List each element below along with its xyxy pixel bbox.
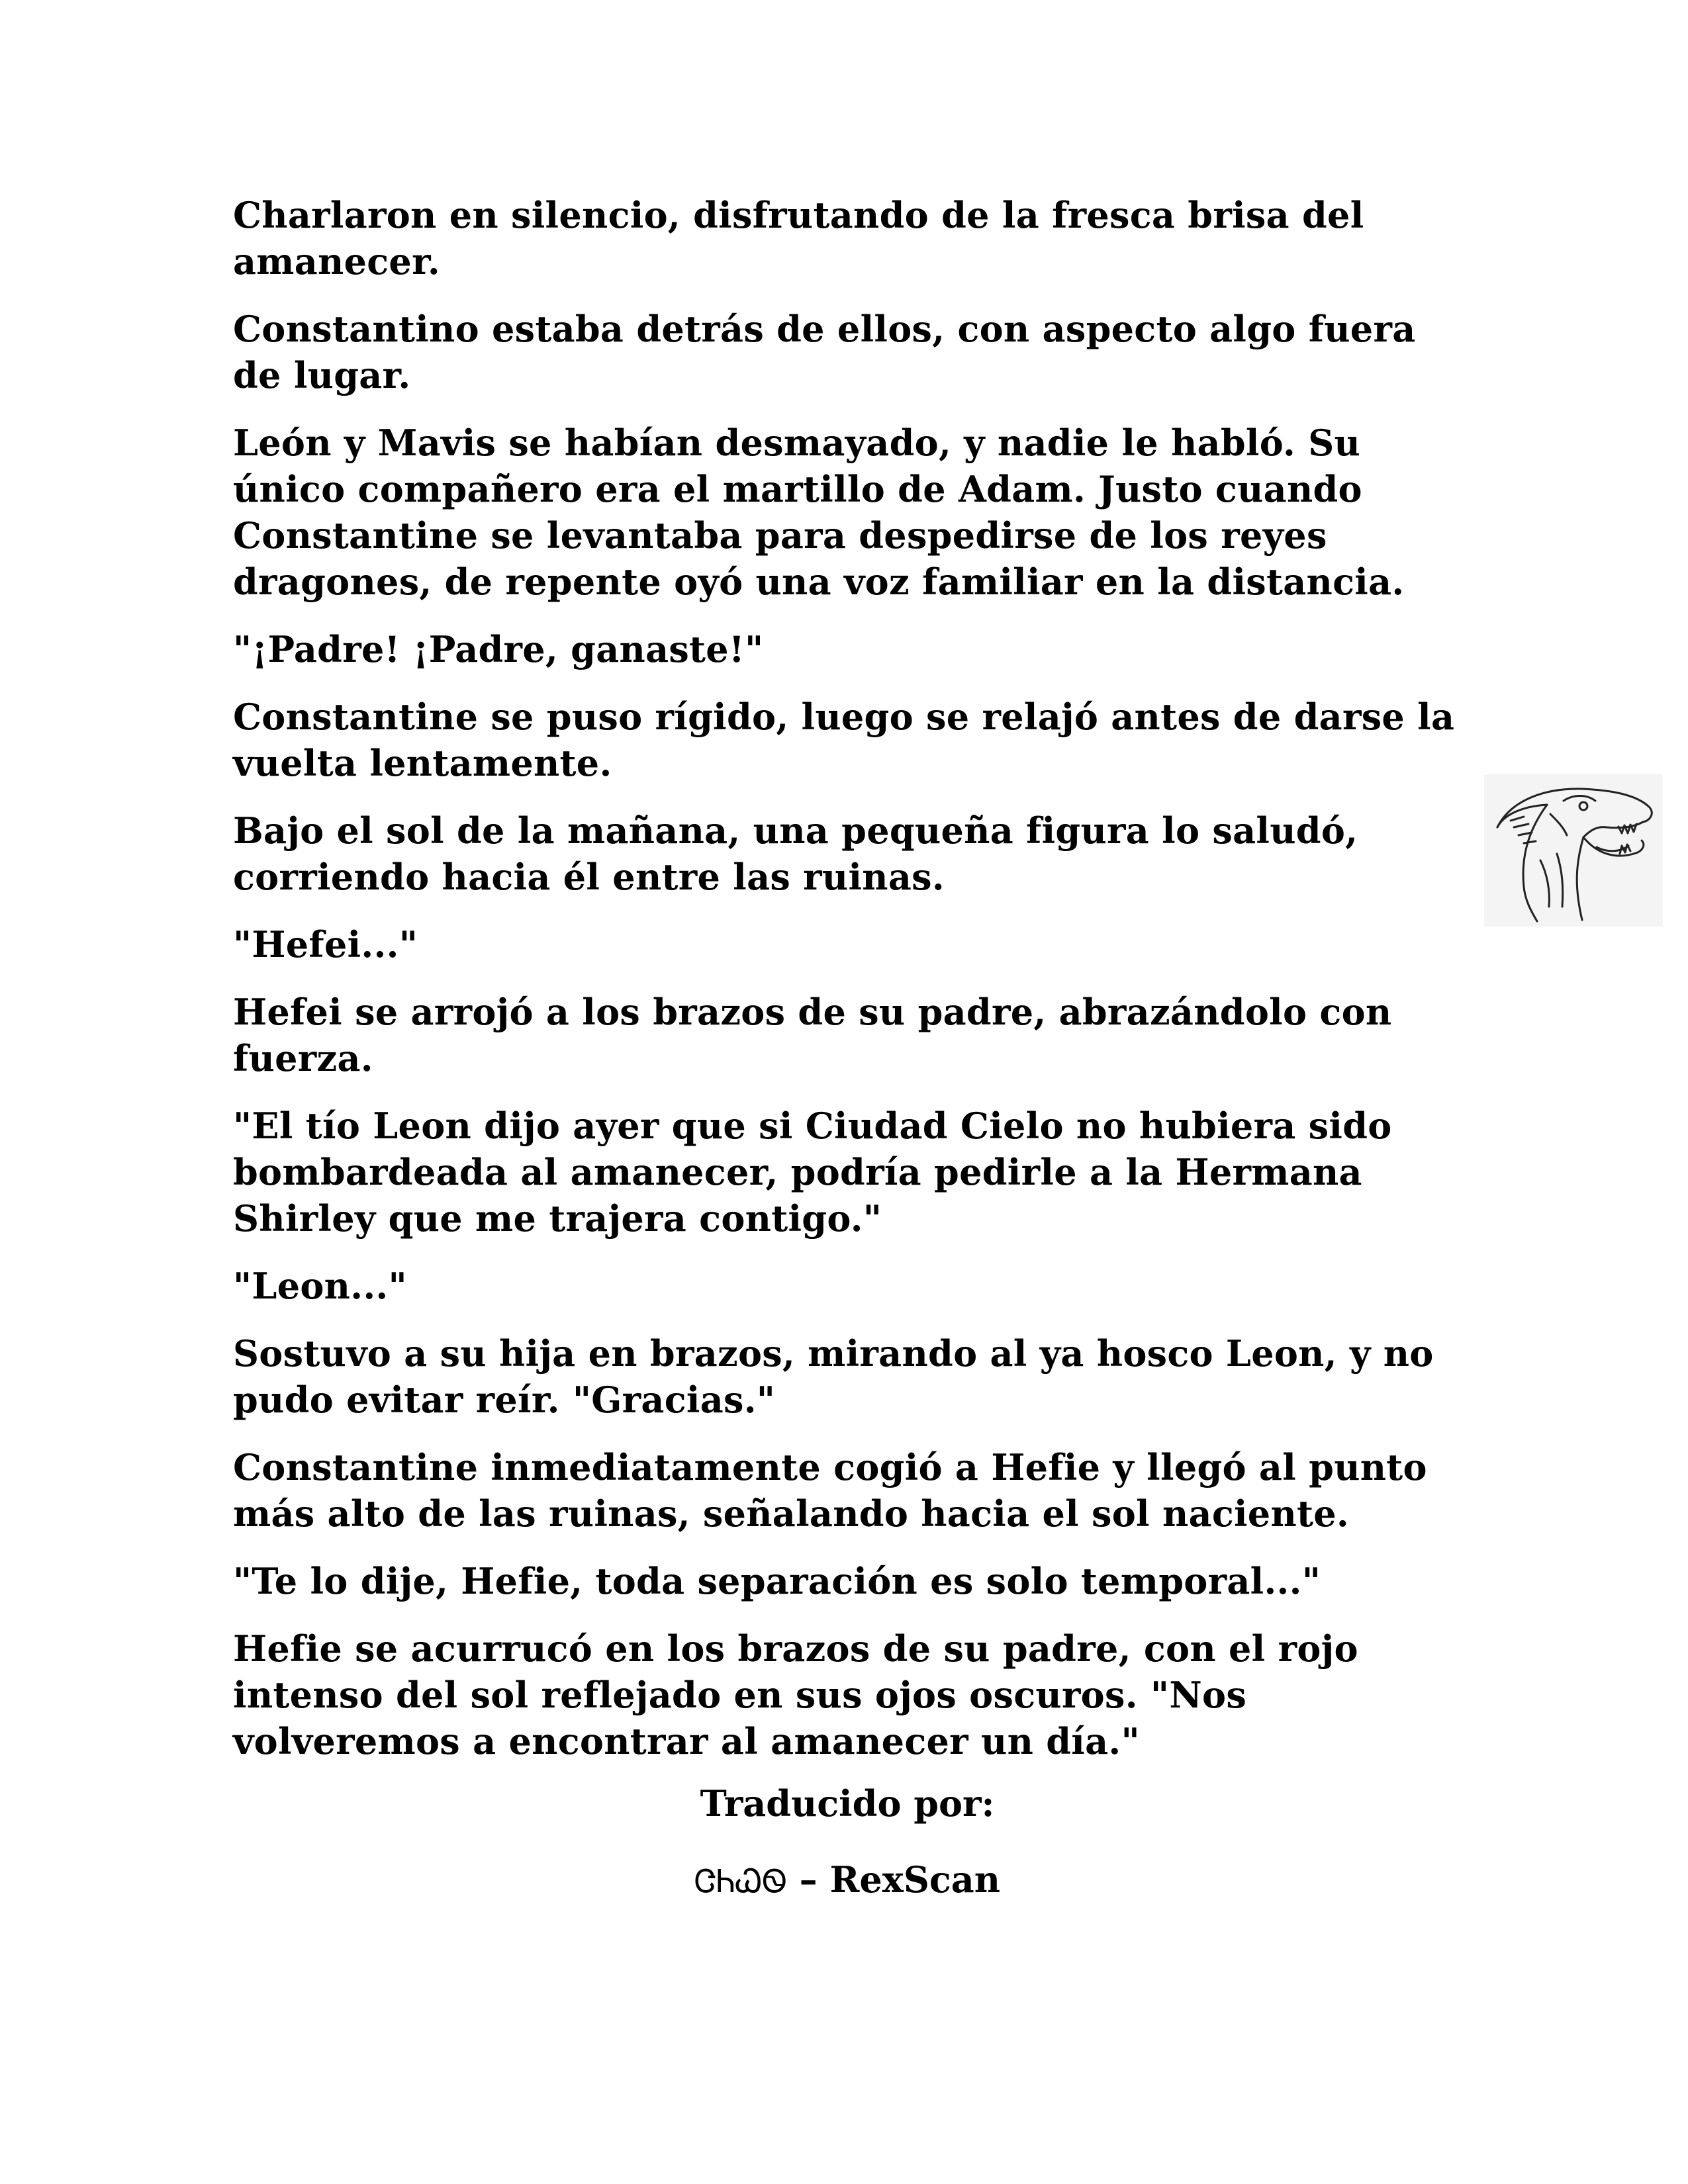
credits-translator-line: [0, 1856, 1688, 1905]
t-rex-head-sketch-icon: [1484, 774, 1663, 927]
paragraph-12: Constantine inmediatamente cogió a Hefie y llegó al punto más alto de las ruinas, señalando hacia el sol naciente.: [233, 1446, 1427, 1535]
paragraph-8: Hefei se arrojó a los brazos de su padre, abrazándolo con fuerza.: [233, 991, 1392, 1079]
paragraph-3: León y Mavis se habían desmayado, y nadie le habló. Su único compañero era el martillo de Adam. Justo cuando Constantine se levantaba para despedirse de los reyes dragones, de repente oyó una voz familiar en la distancia.: [233, 422, 1405, 603]
credits-block: [0, 1780, 1688, 1934]
group-name: RexScan: [829, 1858, 1001, 1901]
paragraph-14: Hefie se acurrucó en los brazos de su padre, con el rojo intenso del sol reflejado en sus ojos oscuros. "Nos volveremos a encontrar al amanecer un día.": [233, 1627, 1358, 1762]
paragraph-11: Sostuvo a su hija en brazos, mirando al ya hosco Leon, y no pudo evitar reír. "Gracias.": [233, 1332, 1434, 1421]
translator-name: ᏣᏂᏇᏫ: [694, 1863, 787, 1900]
paragraph-9: "El tío Leon dijo ayer que si Ciudad Cielo no hubiera sido bombardeada al amanecer, podría pedirle a la Hermana Shirley que me trajera contigo.": [233, 1105, 1392, 1240]
paragraph-4: "¡Padre! ¡Padre, ganaste!": [233, 628, 764, 670]
paragraph-1: Charlaron en silencio, disfrutando de la fresca brisa del amanecer.: [233, 194, 1364, 283]
paragraph-10: "Leon...": [233, 1265, 407, 1307]
credits-separator: –: [786, 1858, 830, 1901]
paragraph-5: Constantine se puso rígido, luego se relajó antes de darse la vuelta lentamente.: [233, 696, 1455, 784]
credits-label: Traducido por:: [700, 1782, 995, 1825]
paragraph-13: "Te lo dije, Hefie, toda separación es solo temporal...": [233, 1560, 1321, 1602]
paragraph-6: Bajo el sol de la mañana, una pequeña figura lo saludó, corriendo hacia él entre las ruinas.: [233, 809, 1358, 898]
paragraph-2: Constantino estaba detrás de ellos, con aspecto algo fuera de lugar.: [233, 308, 1416, 396]
document-body: [233, 192, 1464, 1786]
paragraph-7: "Hefei...": [233, 923, 418, 966]
